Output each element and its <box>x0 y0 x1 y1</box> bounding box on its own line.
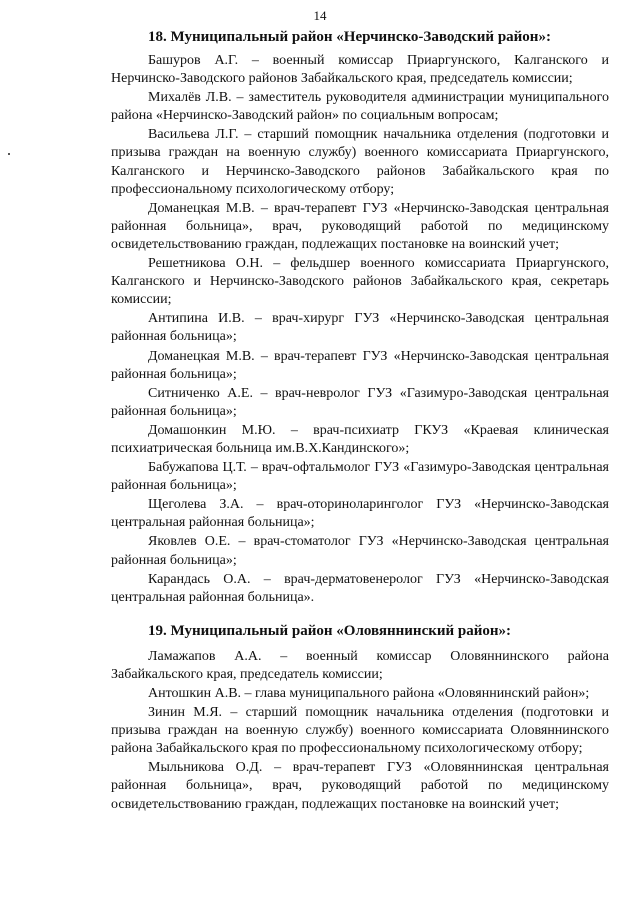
section-18 <box>111 27 609 607</box>
member-entry: Доманецкая М.В. – врач-терапевт ГУЗ «Нерчинско-Заводская центральная районная больница», врач, руководящий работой по медицинскому освидетельствованию граждан, подлежащих постановке на воинский учет; <box>111 200 609 252</box>
section-heading: 19. Муниципальный район «Оловяннинский район»: <box>148 622 512 639</box>
member-entry: Мыльникова О.Д. – врач-терапевт ГУЗ «Оловяннинская центральная районная больница», врач, руководящий работой по медицинскому освидетельствованию граждан, подлежащих постановке на воинский учет; <box>111 760 609 812</box>
page-number: 14 <box>313 8 327 23</box>
member-entry: Карандась О.А. – врач-дерматовенеролог ГУЗ «Нерчинско-Заводская центральная районная больница». <box>111 571 609 605</box>
member-entry: Доманецкая М.В. – врач-терапевт ГУЗ «Нерчинско-Заводская центральная районная больница»; <box>111 348 609 382</box>
member-entry: Антипина И.В. – врач-хирург ГУЗ «Нерчинско-Заводская центральная районная больница»; <box>111 311 609 345</box>
member-entry: Михалёв Л.В. – заместитель руководителя администрации муниципального района «Нерчинско-Заводский район» по социальным вопросам; <box>111 90 609 124</box>
section-heading: 18. Муниципальный район «Нерчинско-Заводский район»: <box>148 29 551 45</box>
member-entry: Ламажапов А.А. – военный комиссар Оловяннинского района Забайкальского края, председатель комиссии; <box>111 648 609 682</box>
member-entry: Бабужапова Ц.Т. – врач-офтальмолог ГУЗ «Газимуро-Заводская центральная районная больница»; <box>111 460 609 494</box>
member-entry: Антошкин А.В. – глава муниципального района «Оловяннинский район»; <box>148 686 590 701</box>
member-entry: Васильева Л.Г. – старший помощник начальника отделения (подготовки и призыва граждан на военную службу) военного комиссариата Приаргунского, Калганского и Нерчинско-Заводского районов Забайкальского края по профессиональному психологическому отбору; <box>111 127 609 197</box>
member-entry: Зинин М.Я. – старший помощник начальника отделения (подготовки и призыва граждан на военную службу) военного комиссариата Оловяннинского района Забайкальского края по профессиональному психологическому отбору; <box>111 705 609 757</box>
member-entry: Домашонкин М.Ю. – врач-психиатр ГКУЗ «Краевая клиническая психиатрическая больница им.В.Х.Кандинского»; <box>111 422 609 456</box>
section-19 <box>111 621 609 814</box>
document-body <box>111 27 609 815</box>
member-entry: Щеголева З.А. – врач-оториноларинголог ГУЗ «Нерчинско-Заводская центральная районная больница»; <box>111 497 609 531</box>
member-entry: Ситниченко А.Е. – врач-невролог ГУЗ «Газимуро-Заводская центральная районная больница»; <box>111 385 609 419</box>
member-entry: Яковлев О.Е. – врач-стоматолог ГУЗ «Нерчинско-Заводская центральная районная больница»; <box>111 534 609 568</box>
margin-mark <box>8 153 10 155</box>
member-entry: Решетникова О.Н. – фельдшер военного комиссариата Приаргунского, Калганского и Нерчинско-Заводского районов Забайкальского края, секретарь комиссии; <box>111 256 609 308</box>
member-entry: Башуров А.Г. – военный комиссар Приаргунского, Калганского и Нерчинско-Заводского районов Забайкальского края, председатель комиссии; <box>111 53 609 87</box>
